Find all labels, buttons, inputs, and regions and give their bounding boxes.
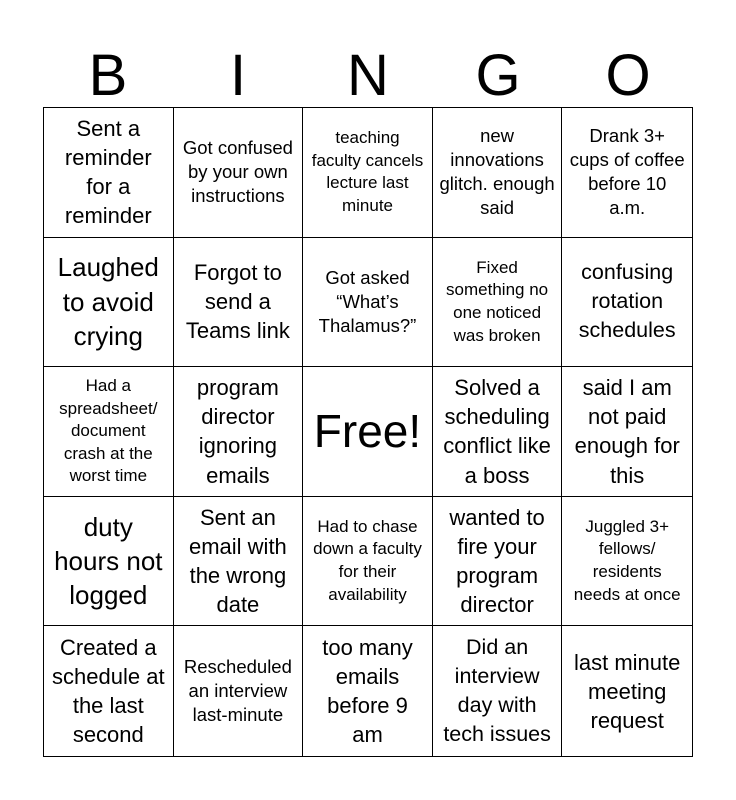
bingo-cell[interactable]: duty hours not logged (44, 497, 174, 627)
bingo-cell[interactable]: teaching faculty cancels lecture last minute (303, 108, 433, 238)
bingo-cell[interactable]: Drank 3+ cups of coffee before 10 a.m. (562, 108, 692, 238)
bingo-cell[interactable]: Got asked “What’s Thalamus?” (303, 238, 433, 368)
header-letter-g: G (475, 43, 521, 108)
bingo-cell[interactable]: said I am not paid enough for this (562, 367, 692, 497)
bingo-cell[interactable]: Laughed to avoid crying (44, 238, 174, 368)
header-letter-i: I (229, 43, 247, 108)
bingo-cell[interactable]: Sent a reminder for a reminder (44, 108, 174, 238)
bingo-cell[interactable]: Juggled 3+ fellows/ residents needs at once (562, 497, 692, 627)
header-letter-o: O (605, 43, 651, 108)
bingo-header (43, 40, 693, 108)
bingo-cell[interactable]: Forgot to send a Teams link (174, 238, 304, 368)
header-letter-b: B (88, 43, 128, 108)
bingo-cell[interactable]: Had to chase down a faculty for their availability (303, 497, 433, 627)
bingo-cell[interactable]: Rescheduled an interview last-minute (174, 626, 304, 756)
bingo-cell[interactable]: last minute meeting request (574, 649, 681, 733)
bingo-cell[interactable]: Had a spreadsheet/ document crash at the worst time (44, 367, 174, 497)
bingo-cell[interactable]: new innovations glitch. enough said (433, 108, 563, 238)
bingo-cell[interactable]: wanted to fire your program director (433, 497, 563, 627)
bingo-board (43, 107, 693, 757)
bingo-cell[interactable]: Fixed something no one noticed was broken (433, 238, 563, 368)
bingo-cell[interactable]: confusing rotation schedules (562, 238, 692, 368)
header-letter-n: N (347, 43, 389, 108)
bingo-cell[interactable]: Created a schedule at the last second (44, 626, 174, 756)
bingo-cell[interactable]: too many emails before 9 am (303, 626, 433, 756)
bingo-cell[interactable]: Did an interview day with tech issues (433, 626, 563, 756)
bingo-cell[interactable]: Sent an email with the wrong date (174, 497, 304, 627)
free-space-cell[interactable]: Free! (303, 367, 433, 497)
bingo-cell[interactable]: Solved a scheduling conflict like a boss (433, 367, 563, 497)
bingo-cell[interactable]: program director ignoring emails (174, 367, 304, 497)
bingo-cell[interactable]: Got confused by your own instructions (174, 108, 304, 238)
